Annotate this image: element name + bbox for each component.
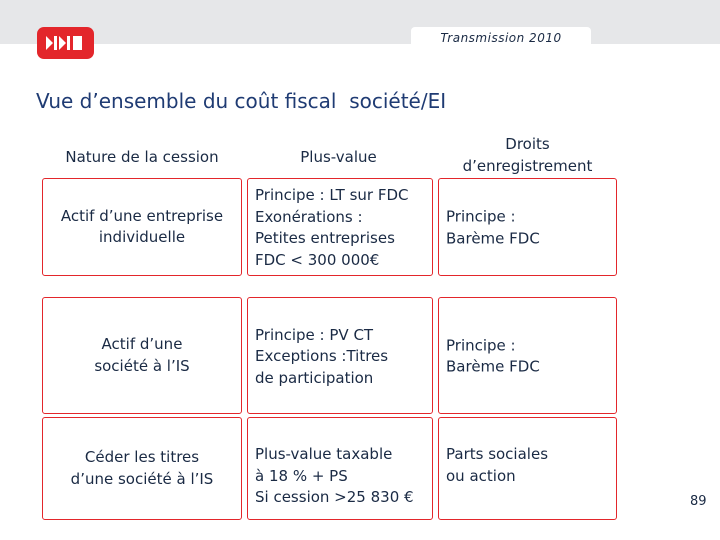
fast-forward-icon <box>37 27 94 59</box>
cell-plus-value-row-1 <box>247 178 433 276</box>
plus-value-line: Petites entreprises <box>255 229 395 247</box>
cell-nature-row-1: Actif d’une entreprise individuelle <box>42 178 242 276</box>
cell-plus-value-row-3 <box>247 417 433 520</box>
plus-value-line: à 18 % + PS <box>255 466 348 485</box>
droits-line: ou action <box>446 466 516 485</box>
plus-value-line: Principe : LT sur FDC <box>255 186 409 204</box>
plus-value-line: Exonérations : <box>255 207 363 226</box>
cell-droits-row-1 <box>438 178 617 276</box>
column-header-plus-value: Plus-value <box>300 148 377 166</box>
droits-line: Parts sociales <box>446 445 549 463</box>
plus-value-line: Principe : PV CT <box>255 325 374 344</box>
plus-value-line: Plus-value taxable <box>255 445 393 463</box>
droits-line: Barème FDC <box>446 357 540 376</box>
cell-droits-row-2 <box>438 297 617 414</box>
column-header-droits: Droits d’enregistrement <box>462 135 593 175</box>
cell-nature-row-2: Actif d’une société à l’IS <box>42 297 242 414</box>
page-title: Vue d’ensemble du coût fiscal société/EI <box>36 89 447 113</box>
column-header-nature: Nature de la cession <box>65 148 219 166</box>
droits-line: Principe : <box>446 336 516 354</box>
cell-nature-row-3: Céder les titres d’une société à l’IS <box>42 417 242 520</box>
droits-line: Principe : <box>446 207 516 226</box>
page-number: 89 <box>690 494 707 509</box>
cell-droits-row-3 <box>438 417 617 520</box>
cell-plus-value-row-2 <box>247 297 433 414</box>
header-band <box>0 0 720 44</box>
plus-value-line: Exceptions :Titres <box>255 346 389 365</box>
header-tab <box>411 27 591 49</box>
header-tab-label: Transmission 2010 <box>440 31 562 45</box>
plus-value-line: FDC < 300 000€ <box>255 250 380 269</box>
logo <box>37 27 94 59</box>
droits-line: Barème FDC <box>446 229 540 247</box>
plus-value-line: Si cession >25 830 € <box>255 488 414 506</box>
plus-value-line: de participation <box>255 368 374 387</box>
